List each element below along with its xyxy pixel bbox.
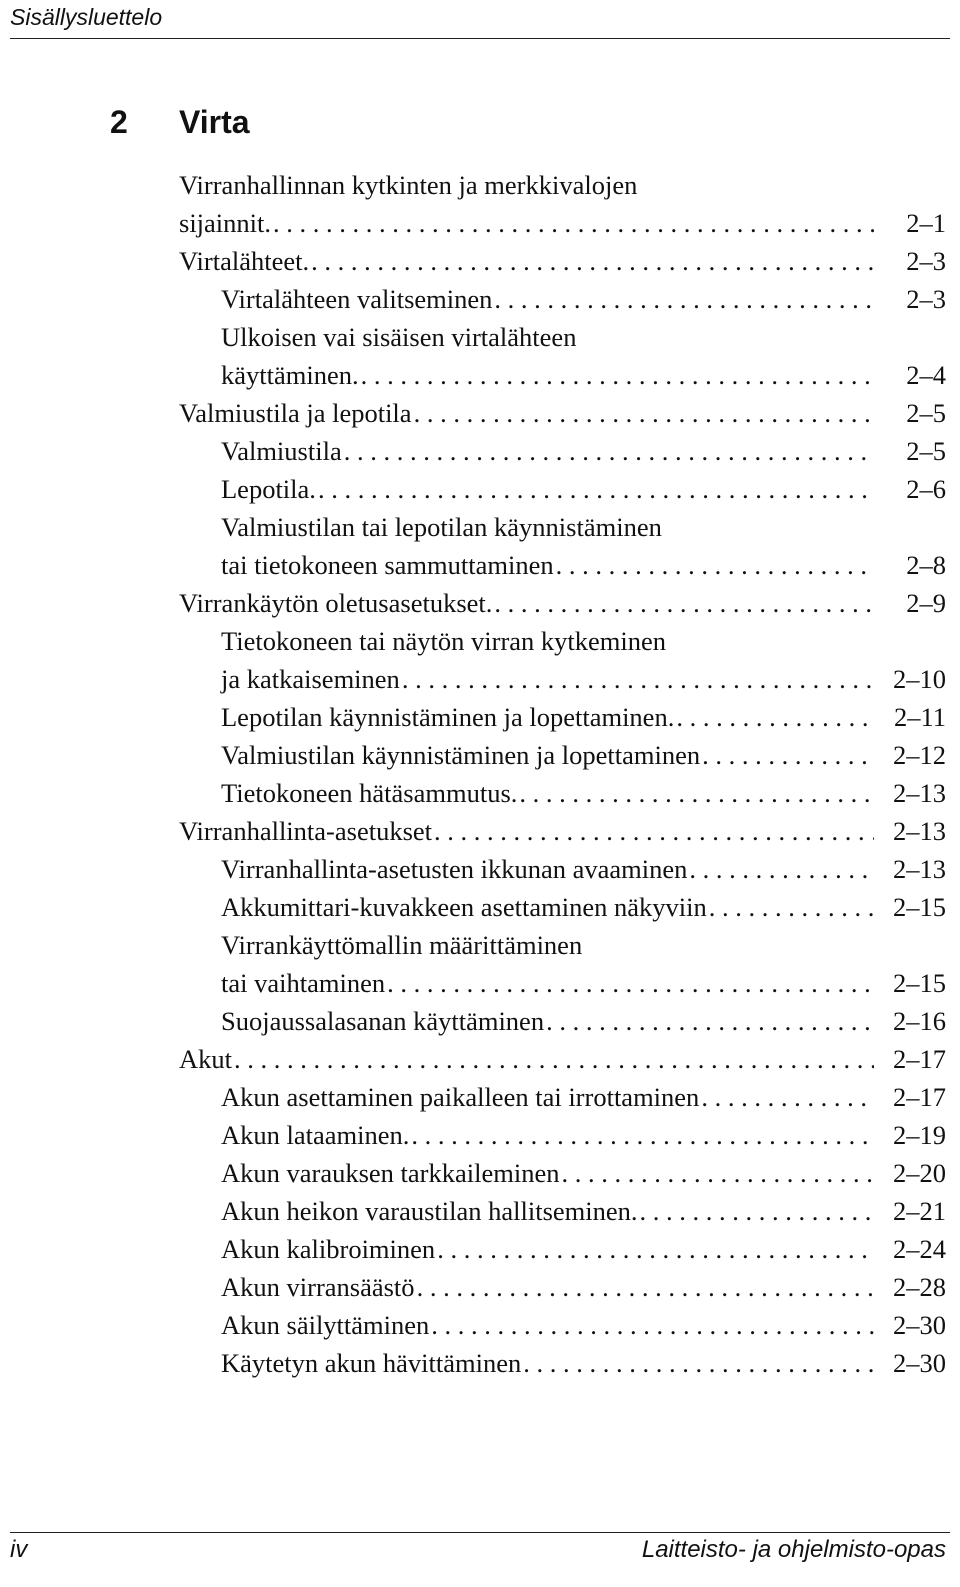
dot-leader [556,546,874,584]
toc-page-number: 2–1 [906,208,946,238]
toc-entry-text: Valmiustila [221,436,342,466]
toc-entry[interactable] [179,1344,946,1382]
toc-entry[interactable] [179,774,946,812]
toc-entry-text: Käytetyn akun hävittäminen [221,1348,522,1378]
toc-entry[interactable] [179,1078,946,1116]
dot-leader [234,1040,874,1078]
toc-entry-text: Akun asettaminen paikalleen tai irrottaminen [221,1082,700,1112]
toc-entry[interactable] [179,736,946,774]
dot-leader [311,242,874,280]
toc-entry[interactable] [179,1040,946,1078]
toc-entry[interactable] [179,812,946,850]
toc-page-number: 2–15 [893,968,946,998]
toc-page-number: 2–13 [893,778,946,808]
toc-entry[interactable] [179,1002,946,1040]
toc-page-number: 2–3 [906,246,946,276]
book-title: Laitteisto- ja ohjelmisto-opas [641,1536,946,1563]
toc-entry-text: Virtalähteen valitseminen [221,284,493,314]
toc-entry[interactable] [179,432,946,470]
toc-entry-text: Valmiustila ja lepotila [179,398,412,428]
toc-entry[interactable] [179,280,946,318]
dot-leader [702,736,874,774]
toc-entry-text: Lepotilan käynnistäminen ja lopettaminen. [221,702,675,732]
toc-entry[interactable] [179,1268,946,1306]
dot-leader [523,1344,874,1382]
dot-leader [318,470,874,508]
dot-leader [494,280,874,318]
dot-leader [414,394,874,432]
dot-leader [273,204,874,242]
toc-page-number: 2–20 [893,1158,946,1188]
chapter-number: 2 [110,104,128,140]
toc-entry-text: Valmiustilan tai lepotilan käynnistäminen [221,512,662,542]
dot-leader [709,888,874,926]
toc-page-number: 2–24 [893,1234,946,1264]
toc-entry[interactable] [179,1306,946,1344]
toc-page-number: 2–5 [906,436,946,466]
toc-page-number: 2–17 [893,1082,946,1112]
toc-entry-text: Akun heikon varaustilan hallitseminen. [221,1196,638,1226]
dot-leader [494,584,874,622]
toc-entry-text: tai vaihtaminen [221,968,386,998]
page-folio: iv [10,1536,28,1563]
toc-entry[interactable] [179,698,946,736]
toc-entry-text: Akun lataaminen. [221,1120,410,1150]
toc-entry[interactable] [179,470,946,508]
toc-entry-text: Akkumittari-kuvakkeen asettaminen näkyviin [221,892,707,922]
toc-entry-text: Tietokoneen tai näytön virran kytkeminen [221,626,667,656]
toc-page-number: 2–8 [906,550,946,580]
toc-page-number: 2–11 [893,702,946,732]
toc-entry-text: Akun säilyttäminen [221,1310,430,1340]
dot-leader [402,660,874,698]
toc-entry-text: Lepotila. [221,474,316,504]
toc-entry[interactable] [179,926,946,1002]
dot-leader [676,698,874,736]
dot-leader [689,850,874,888]
toc-entry-text: Akun varauksen tarkkaileminen [221,1158,560,1188]
dot-leader [361,356,874,394]
toc-entry[interactable] [179,242,946,280]
toc-entry-text: Virrankäyttömallin määrittäminen [221,930,583,960]
dot-leader [562,1154,875,1192]
toc-page-number: 2–13 [893,854,946,884]
toc-entry-text: sijainnit. [179,208,272,238]
header-rule [10,38,950,39]
toc-entry-text: Virtalähteet. [179,246,310,276]
toc-page-number: 2–19 [893,1120,946,1150]
footer-rule [10,1532,950,1533]
toc-entry-text: Ulkoisen vai sisäisen virtalähteen [221,322,577,352]
toc-page-number: 2–12 [893,740,946,770]
toc-page-number: 2–13 [893,816,946,846]
dot-leader [431,1306,874,1344]
toc-entry-text: Valmiustilan käynnistäminen ja lopettaminen [221,740,701,770]
toc-page-number: 2–9 [906,588,946,618]
running-header: Sisällysluettelo [10,4,163,30]
toc-entry[interactable] [179,394,946,432]
toc-entry-text: tai tietokoneen sammuttaminen [221,550,554,580]
toc-entry[interactable] [179,1154,946,1192]
dot-leader [519,774,874,812]
dot-leader [546,1002,874,1040]
toc-entry-text: Virranhallinta-asetukset [179,816,433,846]
toc-page-number: 2–5 [906,398,946,428]
toc-page-number: 2–10 [893,664,946,694]
toc-page-number: 2–30 [893,1310,946,1340]
toc-entry-text: Akut [179,1044,232,1074]
toc-entry-text: Virrankäytön oletusasetukset. [179,588,493,618]
toc-entry[interactable] [179,1192,946,1230]
dot-leader [640,1192,874,1230]
toc-entry[interactable] [179,1230,946,1268]
toc-page-number: 2–6 [906,474,946,504]
toc-entry[interactable] [179,508,946,584]
toc-page-number: 2–16 [893,1006,946,1036]
toc-entry-text: Virranhallinnan kytkinten ja merkkivalojen [179,170,638,200]
toc-entry[interactable] [179,622,946,698]
toc-entry[interactable] [179,1116,946,1154]
toc-entry-text: Suojaussalasanan käyttäminen [221,1006,545,1036]
toc-entry[interactable] [179,318,946,394]
toc-entry-text: käyttäminen. [221,360,359,390]
toc-entry-text: Akun kalibroiminen [221,1234,436,1264]
toc-entry[interactable] [179,850,946,888]
toc-entry[interactable] [179,888,946,926]
dot-leader [434,812,874,850]
toc-entry-text: Virranhallinta-asetusten ikkunan avaaminen [221,854,688,884]
dot-leader [387,964,874,1002]
toc-entry-text: ja katkaiseminen [221,664,400,694]
toc-entry[interactable] [179,584,946,622]
toc-entry-text: Tietokoneen hätäsammutus. [221,778,518,808]
toc-page-number: 2–17 [893,1044,946,1074]
toc-page-number: 2–15 [893,892,946,922]
toc-entry[interactable] [179,166,946,242]
chapter-title: Virta [179,104,250,140]
dot-leader [417,1268,874,1306]
toc-page-number: 2–21 [893,1196,946,1226]
dot-leader [344,432,874,470]
table-of-contents [179,166,946,1382]
toc-page-number: 2–4 [906,360,946,390]
toc-page-number: 2–30 [893,1348,946,1378]
toc-page-number: 2–28 [893,1272,946,1302]
dot-leader [437,1230,874,1268]
toc-entry-text: Akun virransäästö [221,1272,415,1302]
toc-page-number: 2–3 [906,284,946,314]
dot-leader [411,1116,874,1154]
dot-leader [701,1078,874,1116]
